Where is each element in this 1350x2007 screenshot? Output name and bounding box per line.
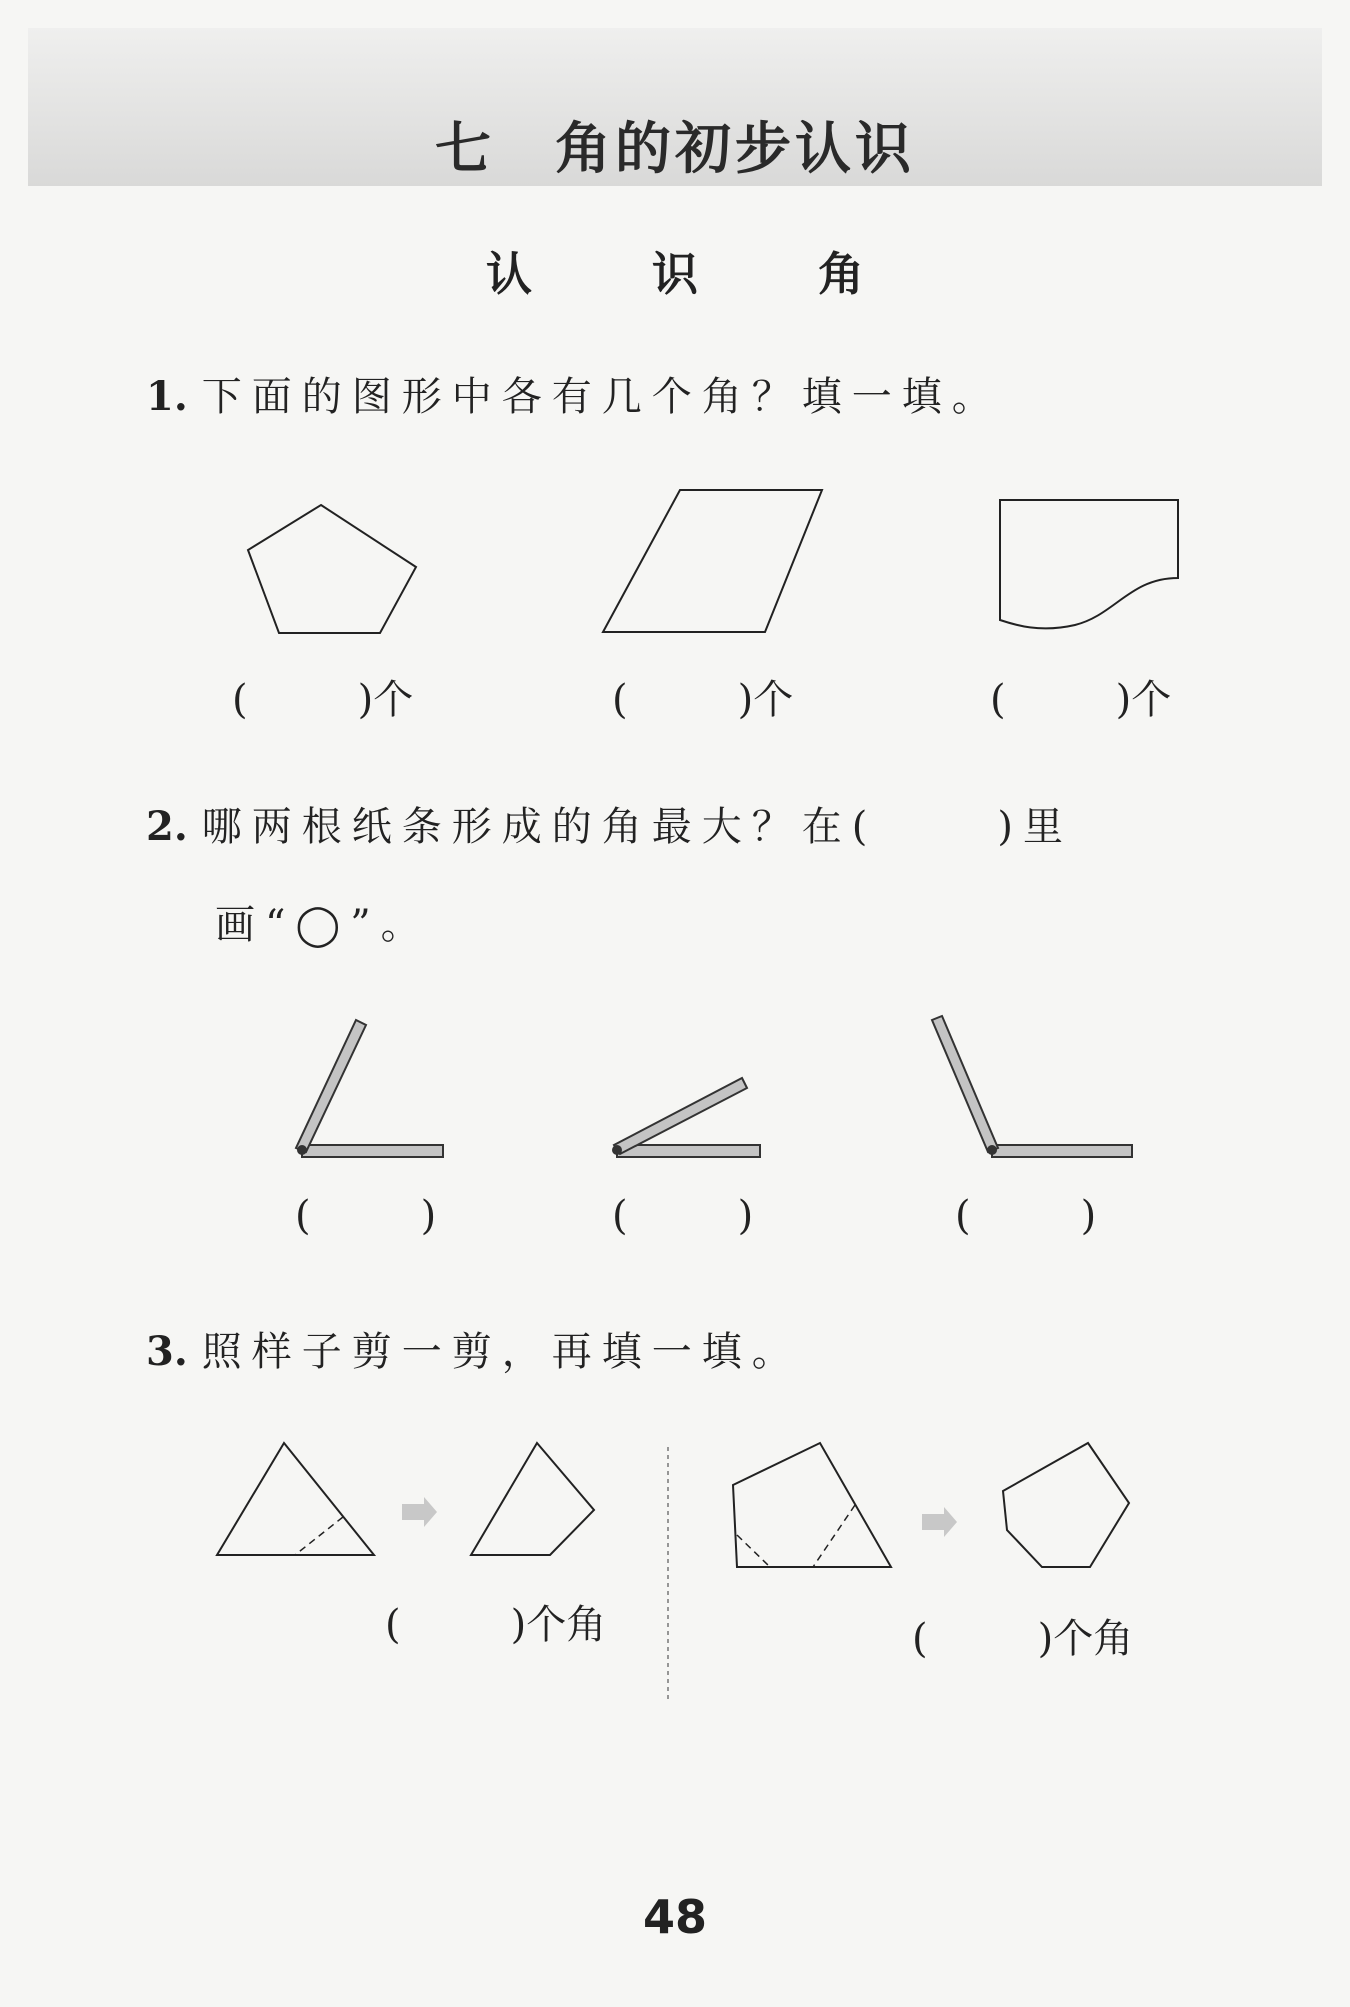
answer-blank[interactable]: ( ) bbox=[955, 1193, 1097, 1239]
cut-triangle-shape bbox=[471, 1443, 594, 1555]
pentagon-shape-2 bbox=[733, 1443, 891, 1567]
question-number: 1. bbox=[146, 373, 188, 420]
question-text: 照样子剪一剪，再填一填。 bbox=[201, 1329, 802, 1375]
answer-blank[interactable]: ( )个 bbox=[232, 677, 414, 723]
chapter-number: 七 bbox=[435, 117, 495, 182]
question-number: 3. bbox=[146, 1328, 188, 1375]
triangle-shape bbox=[217, 1443, 374, 1555]
parallelogram-shape bbox=[603, 490, 822, 632]
page-number: 48 bbox=[642, 1890, 707, 1944]
answer-blank[interactable]: ( )个角 bbox=[385, 1602, 607, 1648]
arrow-icon bbox=[922, 1507, 957, 1537]
answer-blank[interactable]: ( )个角 bbox=[912, 1616, 1134, 1662]
paper-strips-1 bbox=[296, 1020, 443, 1157]
curved-edge-shape bbox=[1000, 500, 1178, 628]
question-2-line2: 画“◯”。 bbox=[215, 902, 431, 948]
paper-strips-3 bbox=[932, 1016, 1132, 1157]
paper-strips-2 bbox=[612, 1078, 760, 1157]
arrow-icon bbox=[402, 1497, 437, 1527]
question-text-end: )里 bbox=[997, 804, 1073, 850]
section-title: 认 识 角 bbox=[485, 247, 917, 301]
chapter-name: 角的初步认识 bbox=[555, 117, 915, 182]
question-text: 下面的图形中各有几个角？填一填。 bbox=[201, 374, 1002, 420]
answer-blank[interactable]: ( )个 bbox=[990, 677, 1172, 723]
question-text: 哪两根纸条形成的角最大？在( bbox=[201, 804, 878, 850]
answer-blank[interactable]: ( )个 bbox=[612, 677, 794, 723]
answer-blank[interactable]: ( ) bbox=[612, 1193, 754, 1239]
question-number: 2. bbox=[146, 803, 188, 850]
heptagon-shape bbox=[1003, 1443, 1129, 1567]
pentagon-shape bbox=[248, 505, 416, 633]
answer-blank[interactable]: ( ) bbox=[295, 1193, 437, 1239]
